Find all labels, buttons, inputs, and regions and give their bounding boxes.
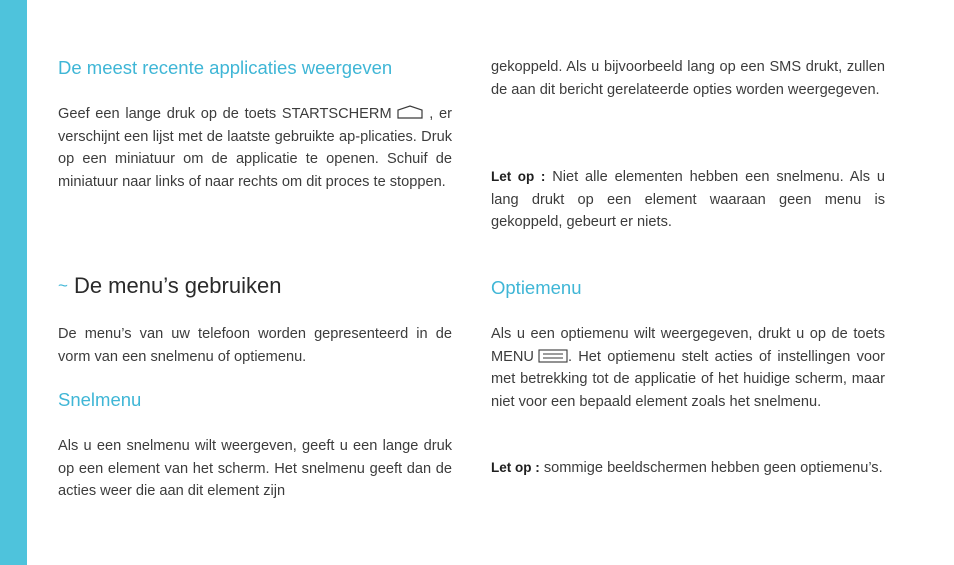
side-accent-bar: [0, 0, 27, 565]
recent-apps-text-b: , er verschijnt een lijst met de laatste gebruikte ap-plicaties. Druk op een miniatuur om de applicatie te openen. Schuif de miniatuur naar links of naar rechts om dit proces te stoppen.: [58, 106, 452, 190]
snelmenu-heading: Snelmenu: [58, 389, 142, 410]
menus-heading: [58, 273, 281, 299]
note-optiemenu: [491, 457, 885, 480]
note-label: Let op :: [491, 460, 540, 475]
menu-key-icon: [538, 348, 568, 362]
snelmenu-continuation: gekoppeld. Als u bijvoorbeeld lang op een SMS drukt, zullen de aan dit bericht gerelateerde opties worden weergegeven.: [491, 59, 885, 98]
note-text: Niet alle elementen hebben een snelmenu. Als u lang drukt op een element waaraan geen menu is gekoppeld, gebeurt er niets.: [491, 169, 885, 230]
note-label: Let op :: [491, 169, 546, 184]
snelmenu-paragraph: Als u een snelmenu wilt weergeven, geeft u een lange druk op een element van het scherm. Het snelmenu geeft dan de acties weer die aan dit element zijn: [58, 438, 452, 499]
menus-paragraph: De menu’s van uw telefoon worden gepresenteerd in de vorm van een snelmenu of optiemenu.: [58, 326, 452, 365]
menus-heading-title: De menu’s gebruiken: [73, 273, 282, 298]
note-snelmenu: [491, 166, 885, 234]
optiemenu-text-b: . Het optiemenu stelt acties of instellingen voor met betrekking tot de applicatie of het huidige scherm, maar niet voor een bepaald element zoals het snelmenu.: [491, 348, 885, 410]
recent-apps-text-a: Geef een lange druk op de toets STARTSCHERM: [58, 106, 392, 122]
optiemenu-heading: Optiemenu: [491, 277, 582, 298]
note-text: sommige beeldschermen hebben geen optiemenu’s.: [543, 460, 883, 476]
heading-tilde: ~: [58, 276, 68, 295]
optiemenu-paragraph: [491, 323, 885, 413]
optiemenu-text-a: Als u een optiemenu wilt weergegeven, drukt u op de toets MENU: [491, 326, 885, 365]
home-key-icon: [396, 104, 424, 118]
recent-apps-heading: De meest recente applicaties weergeven: [58, 57, 393, 78]
recent-apps-paragraph: [58, 103, 452, 193]
